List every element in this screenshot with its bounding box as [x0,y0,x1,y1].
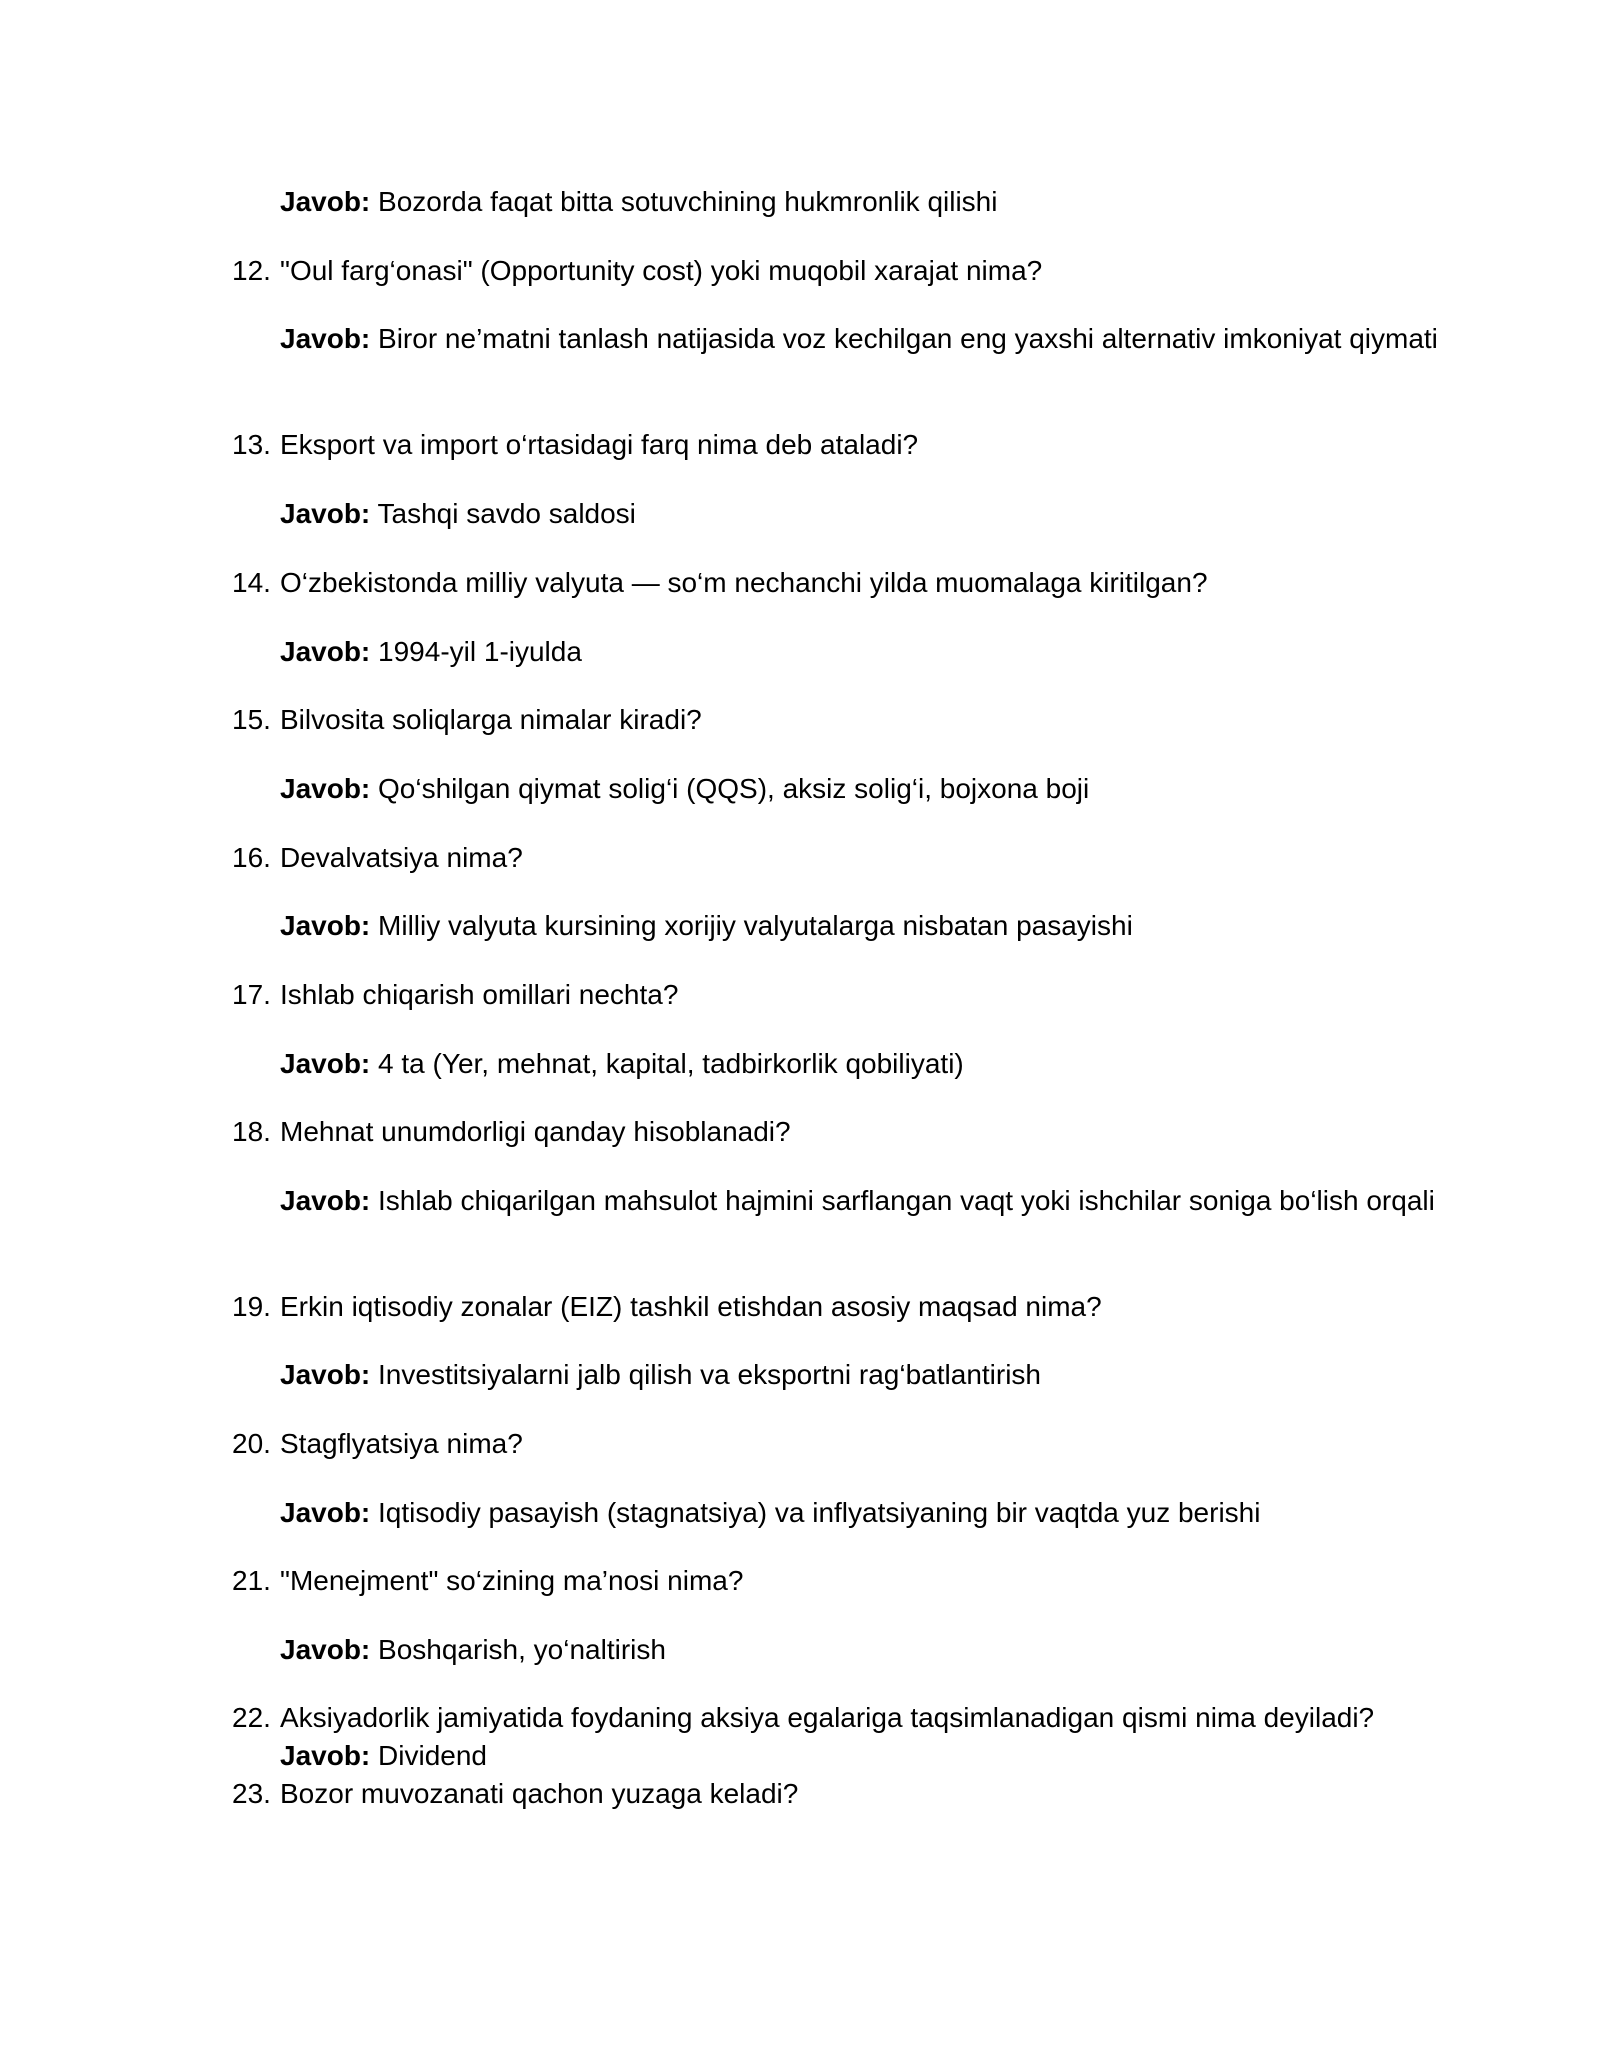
answer-text: Dividend [378,1740,487,1771]
answer-14 [280,633,1440,671]
answer-label: Javob: [280,773,371,804]
answer-20 [280,1494,1440,1532]
question-18: Mehnat unumdorligi qanday hisoblanadi? [280,1116,791,1147]
question-number: 14. [232,567,271,598]
answer-text: Iqtisodiy pasayish (stagnatsiya) va inflyatsiyaning bir vaqtda yuz berishi [378,1497,1261,1528]
answer-12 [280,320,1440,358]
answer-19 [280,1356,1440,1394]
answer-text: 4 ta (Yer, mehnat, kapital, tadbirkorlik qobiliyati) [378,1048,964,1079]
question-number: 21. [232,1565,271,1596]
answer-label: Javob: [280,1740,371,1771]
answer-16 [280,907,1440,945]
question-14: O‘zbekistonda milliy valyuta — so‘m nechanchi yilda muomalaga kiritilgan? [280,567,1208,598]
answer-text: Investitsiyalarni jalb qilish va eksportni rag‘batlantirish [378,1359,1042,1390]
question-number: 18. [232,1116,271,1147]
question-number: 15. [232,704,271,735]
question-22: Aksiyadorlik jamiyatida foydaning aksiya egalariga taqsimlanadigan qismi nima deyiladi? [280,1702,1375,1733]
answer-label: Javob: [280,910,371,941]
question-16: Devalvatsiya nima? [280,842,523,873]
question-number: 22. [232,1702,271,1733]
question-number: 12. [232,255,271,286]
answer-text: Ishlab chiqarilgan mahsulot hajmini sarflangan vaqt yoki ishchilar soniga bo‘lish orqali [378,1185,1435,1216]
question-number: 16. [232,842,271,873]
answer-label: Javob: [280,186,371,217]
question-15: Bilvosita soliqlarga nimalar kiradi? [280,704,702,735]
answer-label: Javob: [280,498,371,529]
answer-18 [280,1182,1440,1220]
answer-label: Javob: [280,1185,371,1216]
answer-text: Tashqi savdo saldosi [377,498,636,529]
question-number: 20. [232,1428,271,1459]
question-12: "Oul farg‘onasi" (Opportunity cost) yoki muqobil xarajat nima? [280,255,1043,286]
answer-15 [280,770,1440,808]
question-13: Eksport va import o‘rtasidagi farq nima deb ataladi? [280,429,919,460]
answer-label: Javob: [280,1048,371,1079]
answer-text: Qo‘shilgan qiymat solig‘i (QQS), aksiz solig‘i, bojxona boji [378,773,1090,804]
question-23: Bozor muvozanati qachon yuzaga keladi? [280,1778,799,1809]
answer-text: Boshqarish, yo‘naltirish [378,1634,666,1665]
answer-label: Javob: [280,323,371,354]
question-20: Stagflyatsiya nima? [280,1428,523,1459]
answer-label: Javob: [280,1634,371,1665]
question-number: 13. [232,429,271,460]
answer-text: 1994-yil 1-iyulda [378,636,582,667]
answer-17 [280,1045,1440,1083]
question-19: Erkin iqtisodiy zonalar (EIZ) tashkil etishdan asosiy maqsad nima? [280,1291,1102,1322]
answer-13 [280,495,1440,533]
answer-label: Javob: [280,1497,371,1528]
question-number: 17. [232,979,271,1010]
answer-text: Biror ne’matni tanlash natijasida voz kechilgan eng yaxshi alternativ imkoniyat qiymati [378,323,1438,354]
question-number: 23. [232,1778,271,1809]
question-number: 19. [232,1291,271,1322]
answer-label: Javob: [280,636,371,667]
answer-22 [280,1737,1440,1775]
answer-label: Javob: [280,1359,371,1390]
answer-text: Bozorda faqat bitta sotuvchining hukmronlik qilishi [378,186,998,217]
answer-text: Milliy valyuta kursining xorijiy valyutalarga nisbatan pasayishi [378,910,1133,941]
answer-21 [280,1631,1440,1669]
question-17: Ishlab chiqarish omillari nechta? [280,979,679,1010]
answer-11 [280,183,1440,221]
question-21: "Menejment" so‘zining ma’nosi nima? [280,1565,744,1596]
